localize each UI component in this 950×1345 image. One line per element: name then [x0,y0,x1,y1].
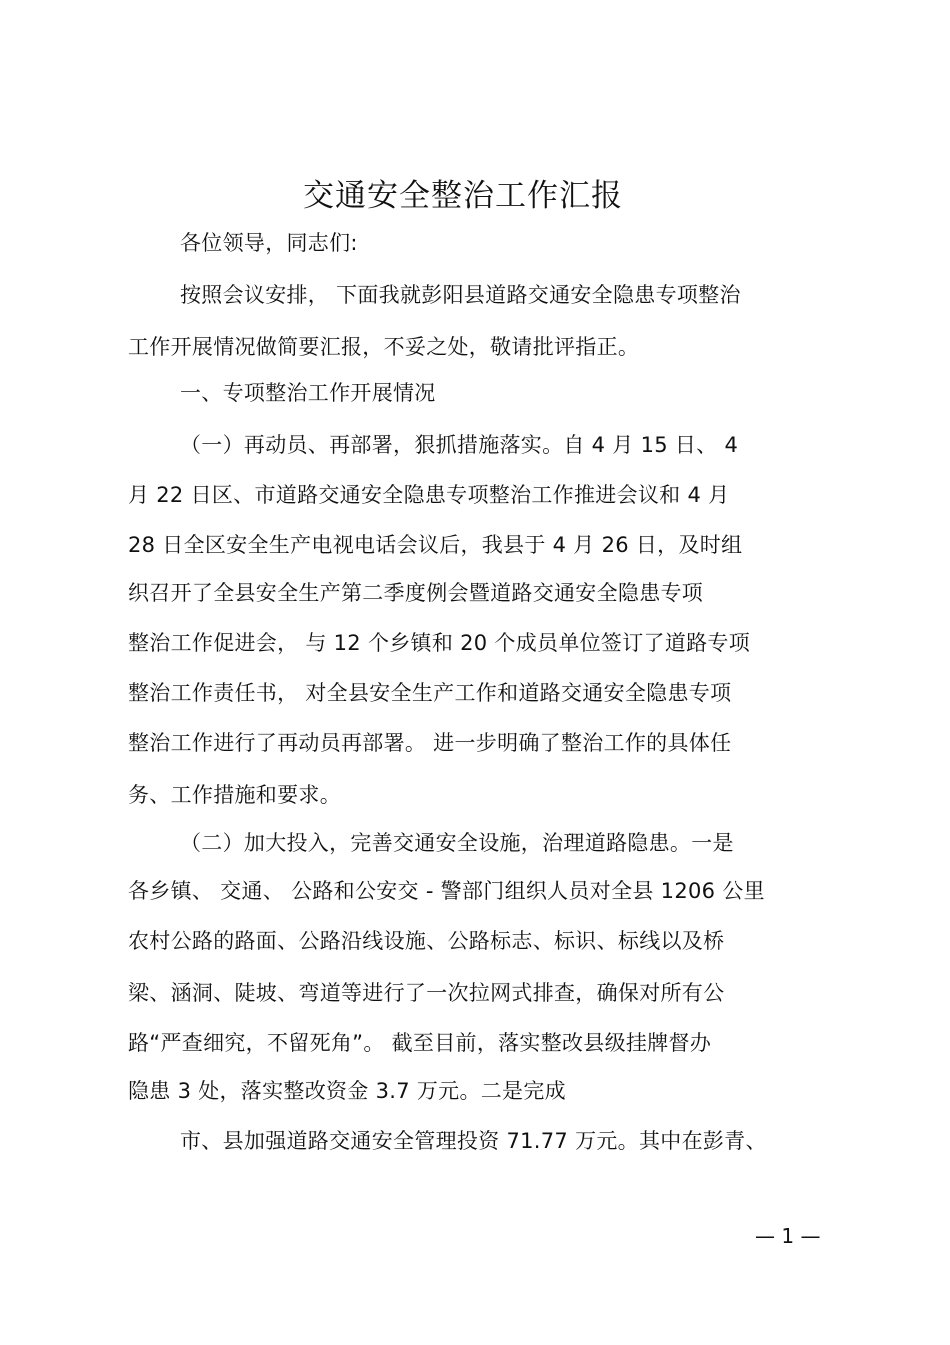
paragraph-line: 整治工作进行了再动员再部署。 进一步明确了整治工作的具体任 [128,731,732,755]
paragraph-line: 梁、涵洞、陡坡、弯道等进行了一次拉网式排查，确保对所有公 [128,981,725,1005]
paragraph-line: 整治工作责任书， 对全县安全生产工作和道路交通安全隐患专项 [128,681,732,705]
paragraph-line: 农村公路的路面、公路沿线设施、公路标志、标识、标线以及桥 [128,929,725,953]
paragraph-line: 28 日全区安全生产电视电话会议后，我县于 4 月 26 日，及时组 [128,533,743,557]
paragraph-line: 务、工作措施和要求。 [128,783,341,807]
page-number: — 1 — [755,1224,821,1248]
paragraph-line: 按照会议安排， 下面我就彭阳县道路交通安全隐患专项整治 [180,283,741,307]
paragraph-line: （一）再动员、再部署，狠抓措施落实。自 4 月 15 日、 4 [180,433,739,457]
paragraph-line: 市、县加强道路交通安全管理投资 71.77 万元。其中在彭青、 [180,1129,767,1153]
paragraph-line: 路“严查细究，不留死角”。 截至目前，落实整改县级挂牌督办 [128,1031,712,1055]
paragraph-line: 工作开展情况做简要汇报，不妥之处，敬请批评指正。 [128,335,640,359]
paragraph-line: 月 22 日区、市道路交通安全隐患专项整治工作推进会议和 4 月 [128,483,730,507]
section-heading: 一、专项整治工作开展情况 [180,381,436,405]
paragraph-line: 织召开了全县安全生产第二季度例会暨道路交通安全隐患专项 [128,581,704,605]
salutation-line: 各位领导，同志们: [180,231,358,255]
paragraph-line: 各乡镇、 交通、 公路和公安交 - 警部门组织人员对全县 1206 公里 [128,879,765,903]
paragraph-line: （二）加大投入，完善交通安全设施，治理道路隐患。一是 [180,831,734,855]
document-title: 交通安全整治工作汇报 [303,178,623,214]
paragraph-line: 隐患 3 处，落实整改资金 3.7 万元。二是完成 [128,1079,566,1103]
paragraph-line: 整治工作促进会， 与 12 个乡镇和 20 个成员单位签订了道路专项 [128,631,751,655]
